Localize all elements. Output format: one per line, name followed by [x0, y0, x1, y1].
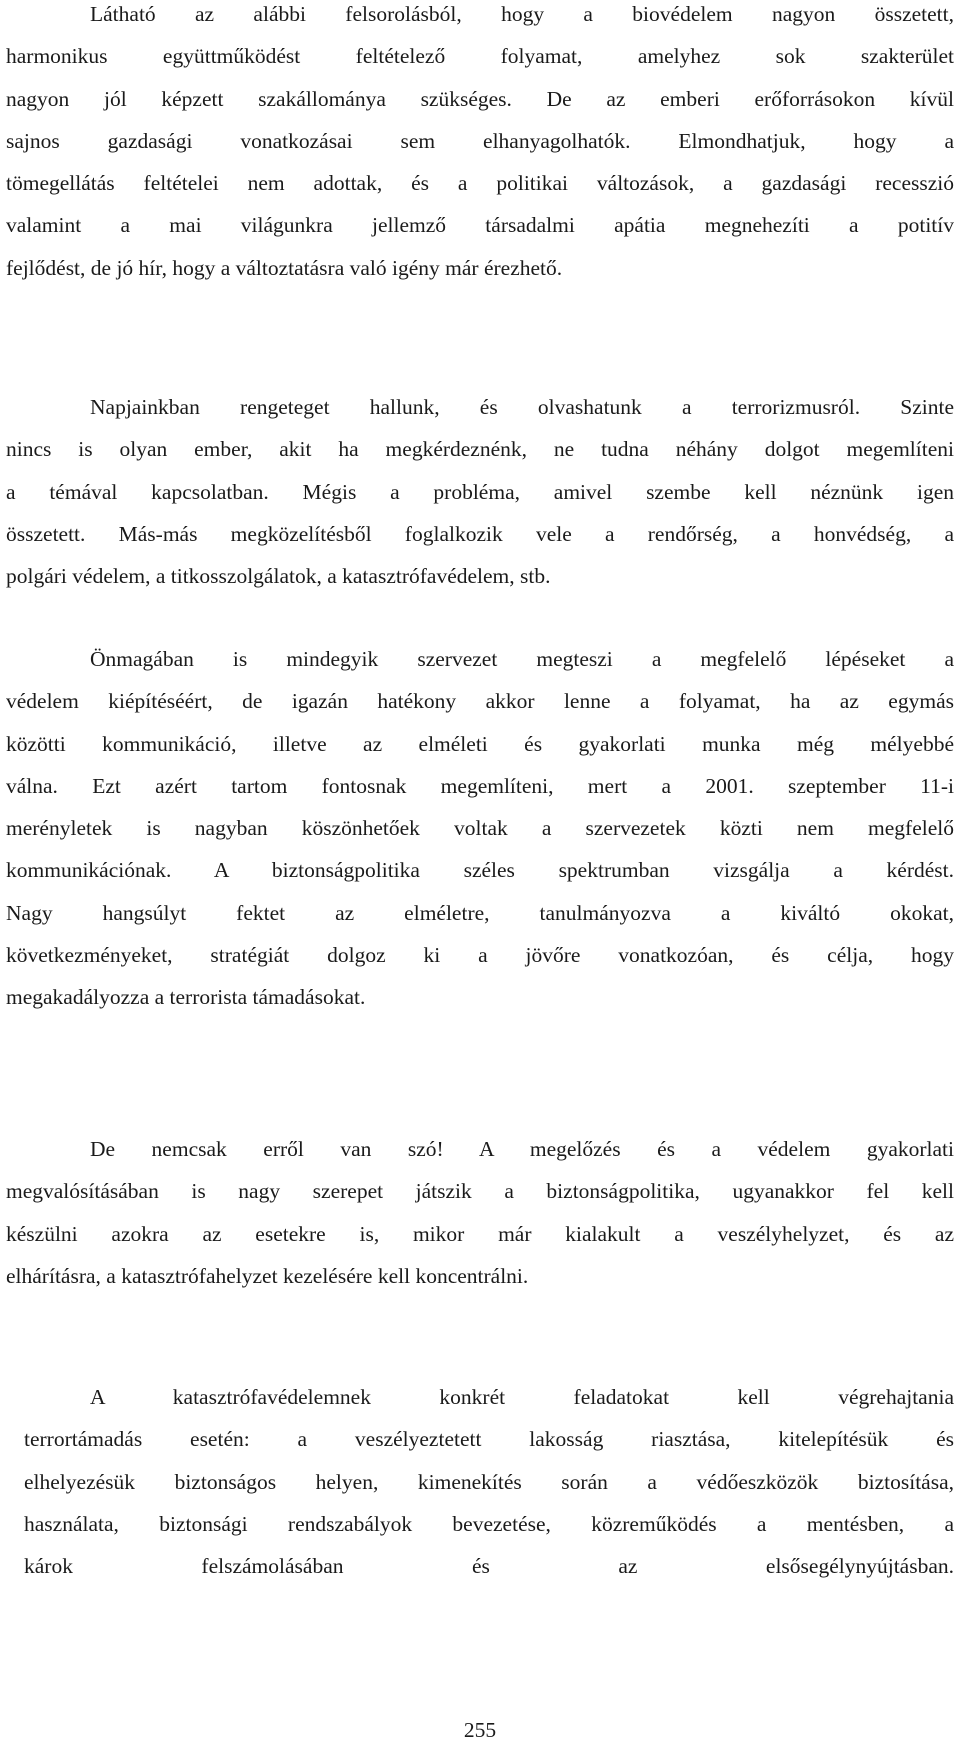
text-line: készülni azokra az esetekre is, mikor már kialakult a veszélyhelyzet, és az [6, 1221, 954, 1246]
document-page [6, 0, 954, 1750]
text-line: károk felszámolásában és az elsősegélynyújtásban. [24, 1554, 954, 1579]
text-line: közötti kommunikáció, illetve az elméleti és gyakorlati munka még mélyebbé [6, 731, 954, 756]
text-line: elhárításra, a katasztrófahelyzet kezelésére kell koncentrálni. [6, 1263, 529, 1288]
text-line: következményeket, stratégiát dolgoz ki a jövőre vonatkozóan, és célja, hogy [6, 943, 954, 968]
text-line: Napjainkban rengeteget hallunk, és olvashatunk a terrorizmusról. Szinte [90, 395, 954, 419]
text-line: valamint a mai világunkra jellemző társadalmi apátia megnehezíti a potitív [6, 213, 954, 238]
text-line: használata, biztonsági rendszabályok bevezetése, közreműködés a mentésben, a [24, 1511, 954, 1536]
text-line: sajnos gazdasági vonatkozásai sem elhanyagolhatók. Elmondhatjuk, hogy a [6, 128, 954, 153]
text-line: megvalósításában is nagy szerepet játszik a biztonságpolitika, ugyanakkor fel kell [6, 1179, 954, 1204]
text-line: terrortámadás esetén: a veszélyeztetett lakosság riasztása, kitelepítésük és [24, 1427, 954, 1452]
text-line: elhelyezésük biztonságos helyen, kimenekítés során a védőeszközök biztosítása, [24, 1469, 954, 1494]
paragraph-szervezetek [6, 638, 954, 1019]
text-line: A katasztrófavédelemnek konkrét feladatokat kell végrehajtania [90, 1385, 954, 1409]
text-line: megakadályozza a terrorista támadásokat. [6, 985, 366, 1010]
text-line: nagyon jól képzett szakállománya szükséges. De az emberi erőforrásokon kívül [6, 86, 954, 111]
paragraph-katasztrofavedelem [24, 1376, 954, 1587]
text-line: összetett. Más-más megközelítésből foglalkozik vele a rendőrség, a honvédség, a [6, 521, 954, 546]
text-line: nincs is olyan ember, akit ha megkérdeznénk, ne tudna néhány dolgot megemlíteni [6, 437, 954, 462]
text-line: védelem kiépítéséért, de igazán hatékony akkor lenne a folyamat, ha az egymás [6, 689, 954, 714]
text-line: kommunikációnak. A biztonságpolitika széles spektrumban vizsgálja a kérdést. [6, 858, 954, 883]
text-line: harmonikus együttműködést feltételező folyamat, amelyhez sok szakterület [6, 44, 954, 69]
paragraph-terrorizmus [6, 386, 954, 597]
text-line: tömegellátás feltételei nem adottak, és a politikai változások, a gazdasági recesszió [6, 171, 954, 196]
page-number: 255 [463, 1718, 497, 1742]
paragraph-biovedelem [6, 0, 954, 289]
paragraph-megelozes [6, 1128, 954, 1297]
text-line: Önmagában is mindegyik szervezet megteszi a megfelelő lépéseket a [90, 647, 954, 671]
text-line: a témával kapcsolatban. Mégis a probléma, amivel szembe kell néznünk igen [6, 479, 954, 504]
text-line: polgári védelem, a titkosszolgálatok, a katasztrófavédelem, stb. [6, 564, 551, 589]
text-line: válna. Ezt azért tartom fontosnak megemlíteni, mert a 2001. szeptember 11-i [6, 773, 954, 798]
text-line: merényletek is nagyban köszönhetőek voltak a szervezetek közti nem megfelelő [6, 816, 954, 841]
text-line: Nagy hangsúlyt fektet az elméletre, tanulmányozva a kiváltó okokat, [6, 900, 954, 925]
text-line: Látható az alábbi felsorolásból, hogy a biovédelem nagyon összetett, [90, 2, 954, 26]
text-line: De nemcsak erről van szó! A megelőzés és a védelem gyakorlati [90, 1137, 954, 1161]
text-line: fejlődést, de jó hír, hogy a változtatásra való igény már érezhető. [6, 255, 563, 280]
